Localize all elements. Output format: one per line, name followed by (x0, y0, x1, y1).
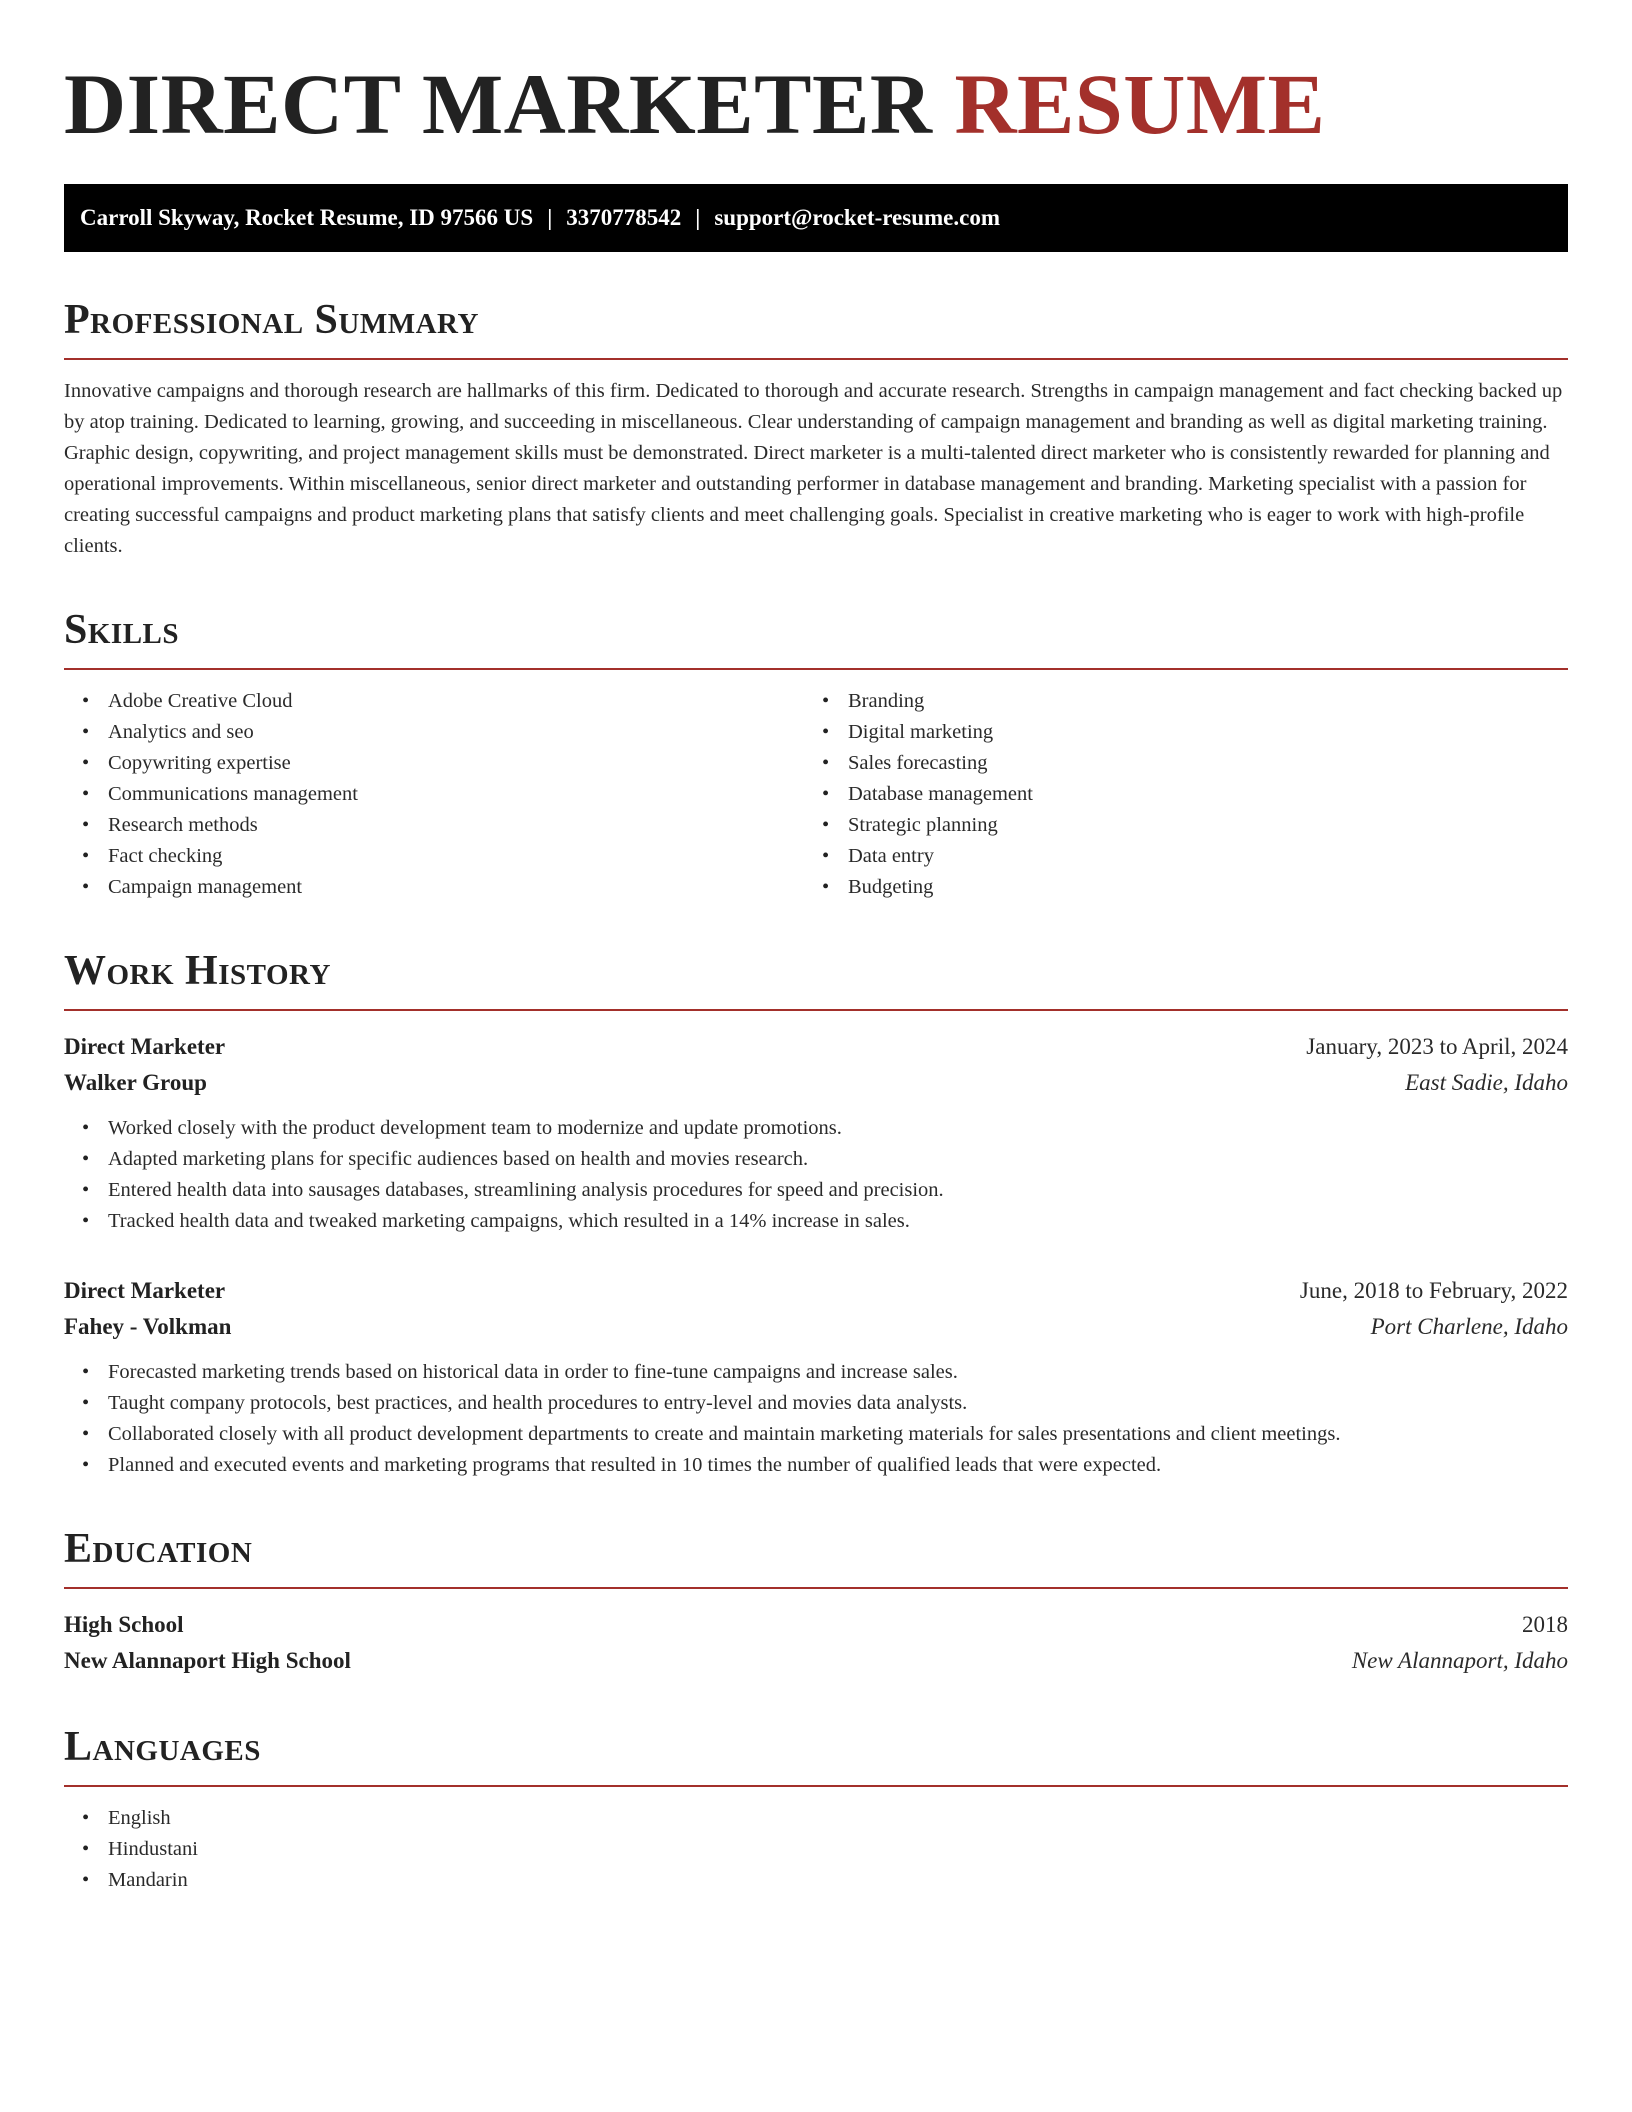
skill-item: • Strategic planning (804, 810, 1544, 841)
job-bullet: • Entered health data into sausages databases, streamlining analysis procedures for speed and precision. (64, 1175, 1568, 1206)
education-entry (64, 1607, 1568, 1679)
job-bullet: • Planned and executed events and marketing programs that resulted in 10 times the number of qualified leads that were expected. (64, 1450, 1568, 1481)
job-bullets (64, 1357, 1568, 1481)
title-accent: RESUME (954, 56, 1326, 152)
contact-address: Carroll Skyway, Rocket Resume, ID 97566 US (80, 205, 534, 230)
languages-list (64, 1803, 1568, 1896)
job-dates: January, 2023 to April, 2024 (1306, 1034, 1568, 1059)
job-entry (64, 1273, 1568, 1481)
skill-item: • Data entry (804, 841, 1544, 872)
job-bullets (64, 1113, 1568, 1237)
job-company-row (64, 1065, 1568, 1101)
language-item: • English (64, 1803, 1568, 1834)
skills-list-left (64, 686, 804, 903)
section-divider (64, 668, 1568, 670)
section-divider (64, 358, 1568, 360)
skill-item: • Copywriting expertise (64, 748, 804, 779)
skill-item: • Branding (804, 686, 1544, 717)
contact-phone: 3370778542 (566, 205, 682, 230)
contact-separator: | (695, 205, 701, 230)
job-company: Walker Group (64, 1070, 207, 1095)
section-divider (64, 1785, 1568, 1787)
skills-heading: Skills (64, 607, 180, 653)
summary-text: Innovative campaigns and thorough research are hallmarks of this firm. Dedicated to thorough and accurate research. Strengths in campaign management and fact checking backed up by atop training. Dedicated to learning, growing, and succeeding in miscellaneous. Clear understanding of campaign management and branding as well as digital marketing training. Graphic design, copywriting, and project management skills must be demonstrated. Direct marketer is a multi-talented direct marketer who is consistently rewarded for planning and operational improvements. Within miscellaneous, senior direct marketer and outstanding performer in database management and branding. Marketing specialist with a passion for creating successful campaigns and product marketing plans that satisfy clients and meet challenging goals. Specialist in creative marketing who is eager to work with high-profile clients. (64, 380, 1563, 557)
contact-bar (64, 184, 1568, 252)
education-heading: Education (64, 1526, 253, 1572)
job-bullet: • Tracked health data and tweaked marketing campaigns, which resulted in a 14% increase in sales. (64, 1206, 1568, 1237)
title-main: DIRECT MARKETER (64, 56, 933, 152)
job-bullet: • Forecasted marketing trends based on historical data in order to fine-tune campaigns and increase sales. (64, 1357, 1568, 1388)
job-header-row (64, 1029, 1568, 1065)
language-item: • Hindustani (64, 1834, 1568, 1865)
contact-email: support@rocket-resume.com (714, 205, 1000, 230)
skills-section (64, 606, 1568, 903)
job-entry (64, 1029, 1568, 1237)
skills-grid (64, 686, 1568, 903)
education-header-row (64, 1607, 1568, 1643)
education-location: New Alannaport, Idaho (1351, 1648, 1568, 1673)
summary-heading: Professional Summary (64, 297, 479, 343)
contact-separator: | (547, 205, 553, 230)
job-company-row (64, 1309, 1568, 1345)
skill-item: • Sales forecasting (804, 748, 1544, 779)
skill-item: • Research methods (64, 810, 804, 841)
work-history-section (64, 947, 1568, 1481)
job-location: Port Charlene, Idaho (1370, 1314, 1568, 1339)
job-dates: June, 2018 to February, 2022 (1299, 1278, 1568, 1303)
work-history-heading: Work History (64, 948, 331, 994)
skill-item: • Fact checking (64, 841, 804, 872)
skill-item: • Digital marketing (804, 717, 1544, 748)
job-title: Direct Marketer (64, 1034, 226, 1059)
languages-heading: Languages (64, 1724, 261, 1770)
education-school: New Alannaport High School (64, 1648, 351, 1673)
skills-list-right (804, 686, 1544, 903)
education-degree: High School (64, 1612, 184, 1637)
skill-item: • Campaign management (64, 872, 804, 903)
job-header-row (64, 1273, 1568, 1309)
skill-item: • Analytics and seo (64, 717, 804, 748)
skill-item: • Database management (804, 779, 1544, 810)
skill-item: • Budgeting (804, 872, 1544, 903)
education-year: 2018 (1522, 1612, 1568, 1637)
languages-section (64, 1723, 1568, 1896)
section-divider (64, 1009, 1568, 1011)
job-bullet: • Worked closely with the product development team to modernize and update promotions. (64, 1113, 1568, 1144)
job-bullet: • Adapted marketing plans for specific audiences based on health and movies research. (64, 1144, 1568, 1175)
resume-title (64, 56, 1568, 152)
education-school-row (64, 1643, 1568, 1679)
job-title: Direct Marketer (64, 1278, 226, 1303)
summary-section (64, 296, 1568, 562)
job-company: Fahey - Volkman (64, 1314, 232, 1339)
section-divider (64, 1587, 1568, 1589)
language-item: • Mandarin (64, 1865, 1568, 1896)
job-bullet: • Taught company protocols, best practices, and health procedures to entry-level and movies data analysts. (64, 1388, 1568, 1419)
skill-item: • Communications management (64, 779, 804, 810)
skill-item: • Adobe Creative Cloud (64, 686, 804, 717)
education-section (64, 1525, 1568, 1679)
job-location: East Sadie, Idaho (1405, 1070, 1568, 1095)
job-bullet: • Collaborated closely with all product development departments to create and maintain marketing materials for sales presentations and client meetings. (64, 1419, 1568, 1450)
